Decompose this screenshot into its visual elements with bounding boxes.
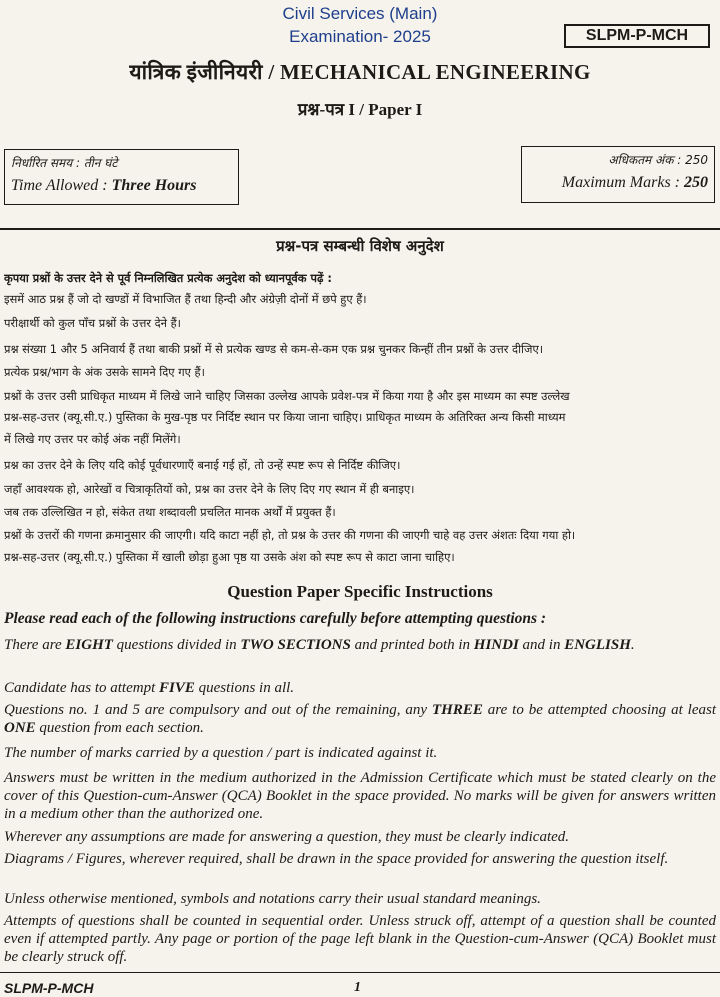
instruction-text: . [630, 637, 635, 653]
english-instruction-6: Wherever any assumptions are made for answering a question, they must be clearly indicated. [4, 829, 570, 845]
paper-code-box: SLPM-P-MCH [564, 24, 710, 48]
emphasis: HINDI [473, 637, 519, 653]
exam-year: Examination- 2025 [289, 27, 431, 46]
english-instruction-3 [4, 701, 716, 737]
emphasis: FIVE [159, 680, 195, 696]
maximum-marks-box [521, 146, 715, 203]
instruction-text: questions divided in [112, 637, 241, 653]
hindi-instruction-line: प्रश्न-सह-उत्तर (क्यू.सी.ए.) पुस्तिका के मुख-पृष्ठ पर निर्दिष्ट स्थान पर किया जाना चाहिए। प्राधिकृत माध्यम के अतिरिक्त अन्य किसी माध्यम [4, 410, 566, 424]
hindi-instruction-line: प्रश्नों के उत्तरों की गणना क्रमानुसार की जाएगी। यदि काटा नहीं हो, तो प्रश्न के उत्तर की गणना की जाएगी चाहे वह उत्तर अंशतः दिया गया हो। [4, 528, 576, 542]
instruction-text: Questions no. 1 and 5 are compulsory and out of the remaining, any [4, 702, 433, 718]
instruction-text: questions in all. [194, 680, 295, 696]
english-instruction-2 [4, 679, 716, 697]
hindi-instruction-line: जहाँ आवश्यक हो, आरेखों व चित्राकृतियों को, प्रश्न का उत्तर देने के लिए दिए गए स्थान में ही बनाइए। [4, 482, 415, 496]
time-allowed-value: Three Hours [111, 177, 197, 194]
instruction-text: There are [4, 637, 66, 653]
hindi-instruction-line: में लिखे गए उत्तर पर कोई अंक नहीं मिलेंगे। [4, 432, 181, 446]
instruction-text: and in [518, 637, 565, 653]
hindi-instruction-line: प्रश्नों के उत्तर उसी प्राधिकृत माध्यम में लिखे जाने चाहिए जिसका उल्लेख आपके प्रवेश-पत्र में किया गया है और इस माध्यम का स्पष्ट उल्लेख [4, 389, 570, 403]
hindi-instructions-title: प्रश्न-पत्र सम्बन्धी विशेष अनुदेश [276, 237, 444, 255]
english-instruction-1 [4, 636, 716, 654]
emphasis: ONE [4, 720, 36, 736]
english-instruction-lead: Please read each of the following instructions carefully before attempting questions : [4, 610, 547, 627]
maximum-marks-hindi: अधिकतम अंक : 250 [608, 153, 708, 167]
emphasis: THREE [432, 702, 483, 718]
header-divider [0, 228, 720, 230]
english-instruction-7: Diagrams / Figures, wherever required, shall be drawn in the space provided for answering the question itself. [4, 851, 669, 867]
hindi-instruction-line: इसमें आठ प्रश्न हैं जो दो खण्डों में विभाजित हैं तथा हिन्दी और अंग्रेज़ी दोनों में छपे हुए हैं। [4, 292, 367, 306]
footer-paper-code: SLPM-P-MCH [4, 980, 94, 996]
maximum-marks-english [528, 170, 708, 196]
page-number: 1 [354, 980, 361, 995]
instruction-text: and printed both in [350, 637, 474, 653]
english-instruction-4: The number of marks carried by a question / part is indicated against it. [4, 745, 438, 761]
time-allowed-hindi: निर्धारित समय : तीन घंटे [11, 156, 118, 170]
time-allowed-label: Time Allowed : [11, 177, 108, 194]
maximum-marks-value: 250 [684, 174, 708, 191]
instruction-text: are to be attempted choosing at least [482, 702, 716, 718]
hindi-instruction-line: जब तक उल्लिखित न हो, संकेत तथा शब्दावली प्रचलित मानक अर्थों में प्रयुक्त हैं। [4, 505, 336, 519]
exam-name: Civil Services (Main) [282, 4, 438, 23]
english-instruction-9: Attempts of questions shall be counted in sequential order. Unless struck off, attempt of a question shall be counted even if attempted partly. Any page or portion of the page left blank in the Question-cum-Answer (QCA) Booklet must be clearly struck off. [4, 913, 716, 965]
time-allowed-english [11, 173, 232, 199]
hindi-instruction-lead: कृपया प्रश्नों के उत्तर देने से पूर्व निम्नलिखित प्रत्येक अनुदेश को ध्यानपूर्वक पढ़ें : [4, 271, 332, 285]
hindi-instruction-line: प्रश्न-सह-उत्तर (क्यू.सी.ए.) पुस्तिका में खाली छोड़ा हुआ पृष्ठ या उसके अंश को स्पष्ट रूप से काटा जाना चाहिए। [4, 550, 455, 564]
time-allowed-box [4, 149, 239, 205]
emphasis: ENGLISH [564, 637, 631, 653]
hindi-instruction-line: प्रत्येक प्रश्न/भाग के अंक उसके सामने दिए गए हैं। [4, 365, 205, 379]
english-instructions-title: Question Paper Specific Instructions [227, 582, 493, 601]
instruction-text: question from each section. [35, 720, 204, 736]
english-instruction-8: Unless otherwise mentioned, symbols and notations carry their usual standard meanings. [4, 891, 541, 907]
paper-title: प्रश्न-पत्र I / Paper I [297, 100, 423, 119]
subject-title: यांत्रिक इंजीनियरी / MECHANICAL ENGINEERING [129, 60, 591, 84]
emphasis: EIGHT [65, 637, 113, 653]
hindi-instruction-line: प्रश्न का उत्तर देने के लिए यदि कोई पूर्वधारणाएँ बनाई गई हों, तो उन्हें स्पष्ट रूप से निर्दिष्ट कीजिए। [4, 458, 401, 472]
english-instruction-5: Answers must be written in the medium authorized in the Admission Certificate which must be stated clearly on the cover of this Question-cum-Answer (QCA) Booklet in the space provided. No marks will be given for answers written in a medium other than the authorized one. [4, 770, 716, 822]
maximum-marks-label: Maximum Marks : [561, 174, 680, 191]
hindi-instruction-line: परीक्षार्थी को कुल पाँच प्रश्नों के उत्तर देने हैं। [4, 316, 181, 330]
emphasis: TWO SECTIONS [240, 637, 351, 653]
footer-divider [0, 972, 720, 973]
hindi-instruction-line: प्रश्न संख्या 1 और 5 अनिवार्य हैं तथा बाकी प्रश्नों में से प्रत्येक खण्ड से कम-से-कम एक प्रश्न चुनकर किन्हीं तीन प्रश्नों के उत्तर दीजिए। [4, 342, 544, 356]
instruction-text: Candidate has to attempt [4, 680, 159, 696]
